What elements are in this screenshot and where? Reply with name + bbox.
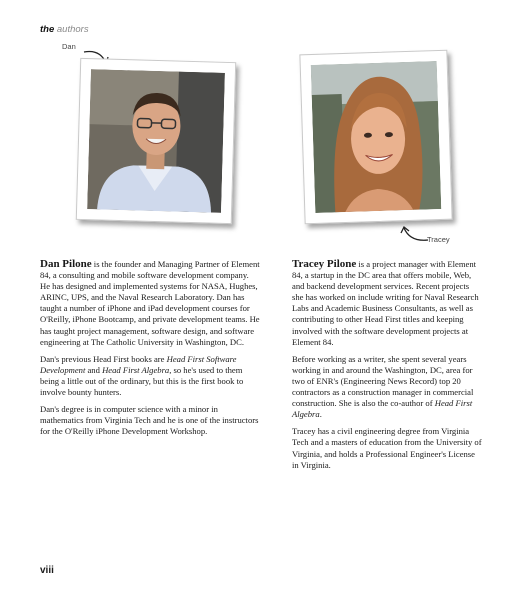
book-title-algebra-tracey: Head First Algebra [292, 398, 473, 420]
dan-bio-text-1: is the founder and Managing Partner of Element 84, a consulting and mobile software development company. He has designed and implemented systems for NASA, Hughes, ARINC, UPS, and the Naval Research Laboratory. Dan has taught a number of iPhone and iPad development courses for O'Reilly, iPhone Bootcamp, and private development teams. He has taught project management, software design, and software engineering at The Catholic University in Washington, DC. [40, 259, 260, 347]
running-header-bold: the [40, 24, 55, 35]
tracey-bio-paragraph-2 [292, 354, 482, 421]
tracey-bio-text-2c: . [319, 409, 322, 420]
dan-photo-image [87, 69, 225, 213]
tracey-name: Tracey Pilone [292, 258, 357, 270]
book-title-algebra: Head First Algebra [102, 364, 170, 375]
tracey-bio-column [292, 259, 482, 477]
dan-bio-text-2a: Dan's previous Head First books are [40, 353, 167, 364]
tracey-bio-paragraph-1 [292, 259, 482, 348]
dan-bio-paragraph-3: Dan's degree is in computer science with a minor in mathematics from Virginia Tech and he is one of the instructors for the O'Reilly iPhone Development Workshop. [40, 404, 259, 437]
dan-bio-column [40, 259, 260, 443]
dan-callout-label: Dan [62, 42, 76, 51]
tracey-callout-label: Tracey [427, 235, 450, 244]
dan-bio-text-2c: and [85, 364, 103, 375]
tracey-bio-paragraph-3: Tracey has a civil engineering degree from Virginia Tech and a masters of education from the University of Virginia, and holds a Professional Engineer's License in Virginia. [292, 426, 482, 470]
dan-photo [76, 58, 236, 224]
tracey-bio-text-1: is a project manager with Element 84, a startup in the DC area that offers mobile, Web, and backend development services. Recent projects she has worked on include writing for Naval Research Labs and Academic Business Consultants, as well as contributing to other Head First titles and keeping involved with the software development projects at Element 84. [292, 259, 479, 347]
book-title-software-development: Head First Software Development [40, 353, 237, 375]
dan-bio-paragraph-2 [40, 354, 260, 398]
dan-name: Dan Pilone [40, 258, 92, 270]
running-header-section: authors [54, 24, 89, 35]
tracey-photo [299, 50, 452, 225]
page-number: viii [40, 565, 54, 576]
tracey-bio-text-2a: Before working as a writer, she spent several years working in and around the Washington, DC, area for two of ENR's (Engineering News Record) top 20 contractors as a construction manager in commercial construction. She is also the co-author of [292, 353, 474, 409]
dan-bio-paragraph-1 [40, 259, 260, 348]
running-header [40, 24, 89, 35]
dan-bio-text-2e: , so he's used to them being a little out of the ordinary, but this is the first book to involve bounty hunters. [40, 364, 244, 398]
tracey-callout-arrow [398, 222, 430, 244]
tracey-photo-image [311, 61, 442, 213]
